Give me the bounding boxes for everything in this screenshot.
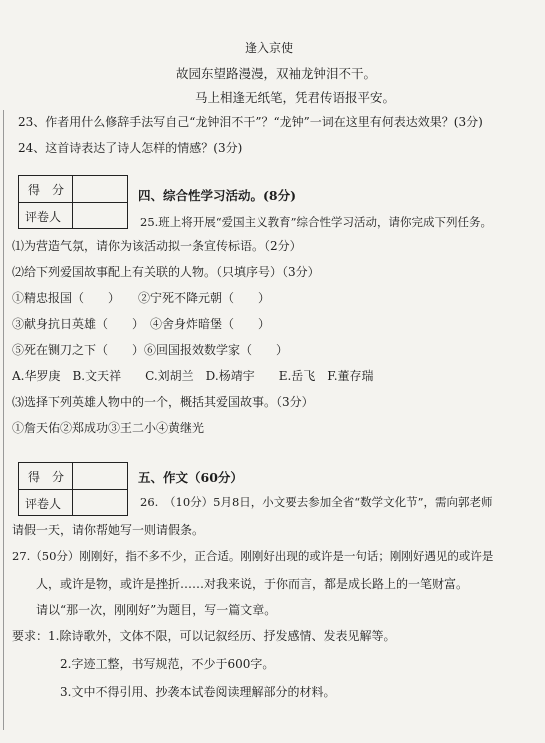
requirement-3: 3.文中不得引用、抄袭本试卷阅读理解部分的材料。 bbox=[60, 685, 336, 699]
question-24: 24、这首诗表达了诗人怎样的情感？(3分) bbox=[18, 141, 243, 155]
question-25-part-2: ⑵给下列爱国故事配上有关联的人物。（只填序号）（3分） bbox=[12, 265, 320, 279]
question-25: 25.班上将开展“爱国主义教育”综合性学习活动，请你完成下列任务。 bbox=[140, 215, 493, 229]
binding-margin-line bbox=[3, 110, 4, 730]
question-25-part-3: ⑶选择下列英雄人物中的一个，概括其爱国故事。（3分） bbox=[12, 395, 314, 409]
question-27-line-2: 人，或许是物，或许是挫折……对我来说，于你而言，都是成长路上的一笔财富。 bbox=[36, 577, 469, 591]
grader-label: 评卷人 bbox=[25, 497, 62, 511]
score-box-divider-horizontal bbox=[19, 489, 127, 490]
poem-line-2: 马上相逢无纸笔，凭君传语报平安。 bbox=[195, 90, 396, 105]
poem-title: 逢入京使 bbox=[245, 41, 294, 55]
requirement-1: 要求：1.除诗歌外，文体不限，可以记叙经历、抒发感情、发表见解等。 bbox=[12, 629, 396, 643]
question-27-line-3: 请以“那一次，刚刚好”为题目，写一篇文章。 bbox=[36, 603, 277, 617]
matching-row-1: ①精忠报国（ ） ②宁死不降元朝（ ） bbox=[12, 291, 271, 305]
question-27-line-1: 27.（50分）刚刚好，指不多不少，正合适。刚刚好出现的或许是一句话；刚刚好遇见的或许是 bbox=[12, 549, 494, 563]
section-5-heading: 五、作文（60分） bbox=[138, 470, 243, 485]
score-label: 得 分 bbox=[28, 183, 65, 197]
hero-list: ①詹天佑②郑成功③王二小④黄继光 bbox=[12, 421, 205, 435]
score-label: 得 分 bbox=[28, 470, 65, 484]
question-26-line-2: 请假一天，请你帮她写一则请假条。 bbox=[12, 523, 205, 537]
grader-label: 评卷人 bbox=[25, 210, 62, 224]
requirement-2: 2.字迹工整，书写规范，不少于600字。 bbox=[60, 657, 275, 671]
hero-options: A.华罗庚 B.文天祥 C.刘胡兰 D.杨靖宇 E.岳飞 F.董存瑞 bbox=[12, 369, 374, 383]
matching-row-3: ⑤死在铡刀之下（ ）⑥回国报效数学家（ ） bbox=[12, 343, 289, 357]
score-box-divider-horizontal bbox=[19, 202, 127, 203]
question-25-part-1: ⑴为营造气氛，请你为该活动拟一条宣传标语。（2分） bbox=[12, 239, 302, 253]
score-box-section-4 bbox=[18, 175, 128, 229]
question-26-line-1: 26. （10分）5月8日，小文要去参加全省“数学文化节”，需向郭老师 bbox=[140, 495, 493, 509]
poem-line-1: 故园东望路漫漫，双袖龙钟泪不干。 bbox=[176, 66, 377, 81]
question-23: 23、作者用什么修辞手法写自己“龙钟泪不干”？“龙钟”一词在这里有何表达效果？(3分) bbox=[18, 115, 483, 129]
score-box-section-5 bbox=[18, 462, 128, 516]
section-4-heading: 四、综合性学习活动。(8分) bbox=[138, 188, 297, 203]
matching-row-2: ③献身抗日英雄（ ） ④舍身炸暗堡（ ） bbox=[12, 317, 271, 331]
